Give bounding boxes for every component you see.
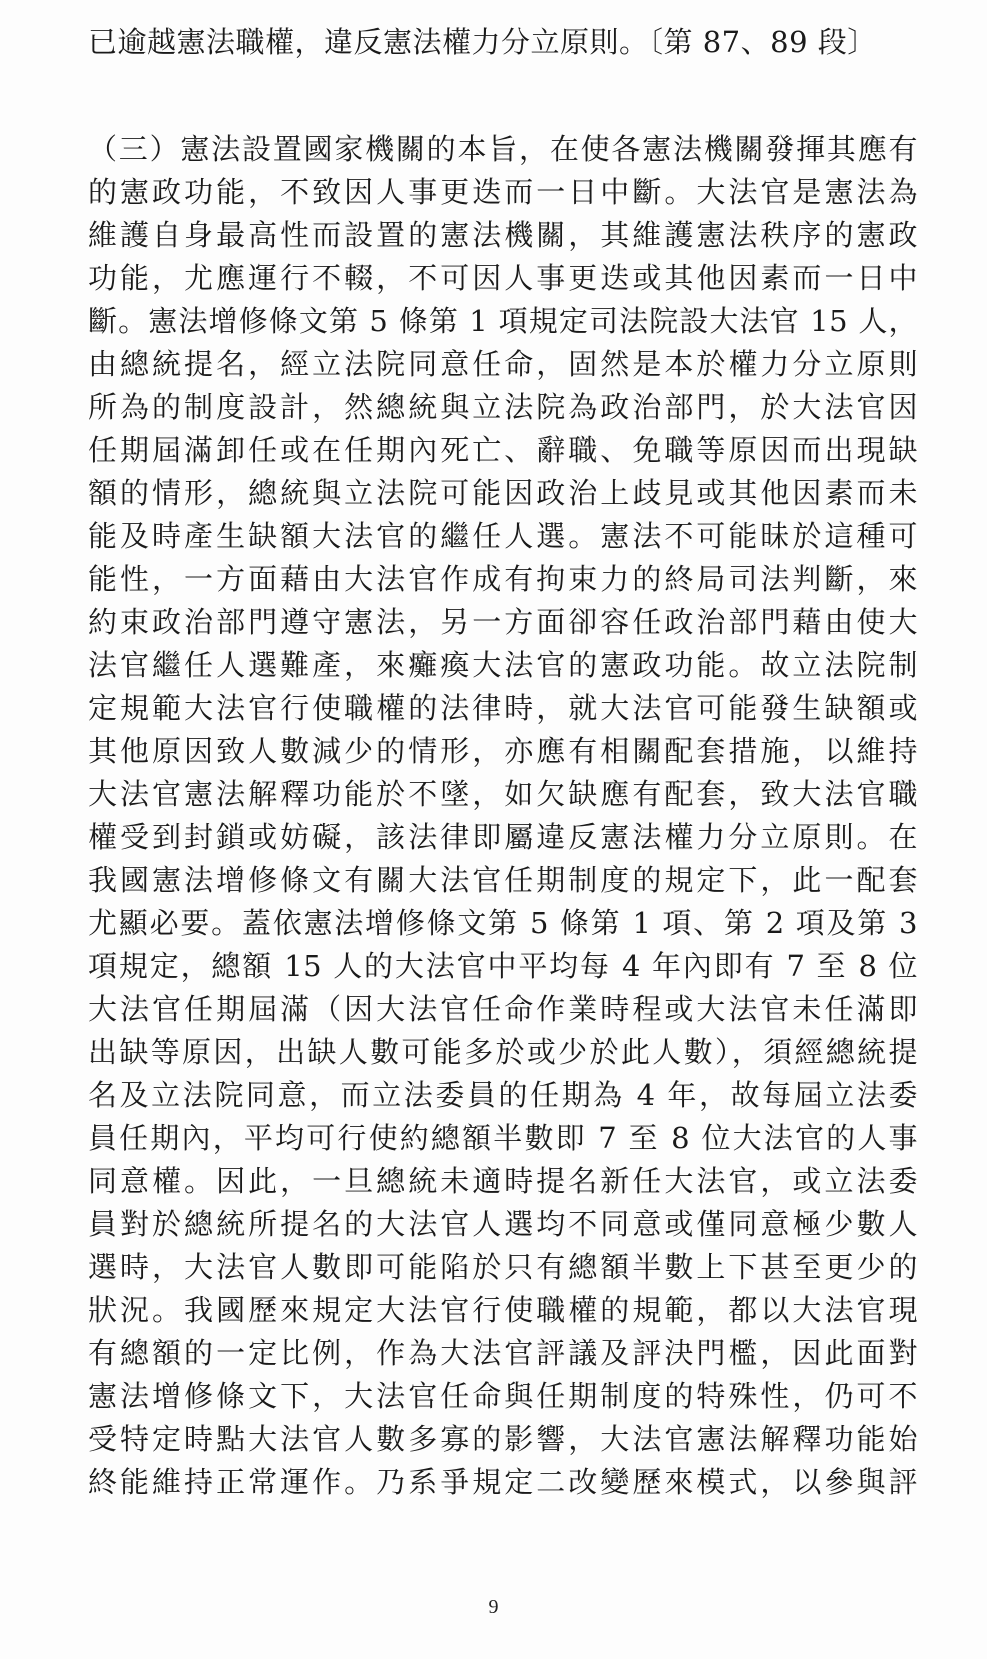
text-line-21: 項規定，總額 15 人的大法官中平均每 4 年內即有 7 至 8 位 bbox=[88, 949, 918, 983]
text-line-9: 任期屆滿卸任或在任期內死亡、辭職、免職等原因而出現缺 bbox=[88, 433, 918, 467]
text-line-25: 員任期內，平均可行使約總額半數即 7 至 8 位大法官的人事 bbox=[88, 1121, 918, 1155]
text-line-8: 所為的制度設計，然總統與立法院為政治部門，於大法官因 bbox=[88, 390, 918, 424]
page-number: 9 bbox=[488, 1596, 499, 1618]
text-line-27: 員對於總統所提名的大法官人選均不同意或僅同意極少數人 bbox=[88, 1207, 918, 1241]
text-line-28: 選時，大法官人數即可能陷於只有總額半數上下甚至更少的 bbox=[88, 1250, 918, 1284]
text-line-13: 約束政治部門遵守憲法，另一方面卻容任政治部門藉由使大 bbox=[88, 605, 918, 639]
text-line-4: 維護自身最高性而設置的憲法機關，其維護憲法秩序的憲政 bbox=[88, 218, 918, 252]
text-line-31: 憲法增修條文下，大法官任命與任期制度的特殊性，仍可不 bbox=[88, 1379, 918, 1413]
text-line-33: 終能維持正常運作。乃系爭規定二改變歷來模式，以參與評 bbox=[88, 1465, 918, 1499]
text-line-11: 能及時產生缺額大法官的繼任人選。憲法不可能昧於這種可 bbox=[88, 519, 918, 553]
text-line-7: 由總統提名，經立法院同意任命，固然是本於權力分立原則 bbox=[88, 347, 918, 381]
text-line-1: 已逾越憲法職權，違反憲法權力分立原則。〔第 87、89 段〕 bbox=[88, 25, 877, 59]
text-line-22: 大法官任期屆滿（因大法官任命作業時程或大法官未任滿即 bbox=[88, 992, 918, 1026]
text-line-6: 斷。憲法增修條文第 5 條第 1 項規定司法院設大法官 15 人， bbox=[88, 304, 918, 338]
text-line-30: 有總額的一定比例，作為大法官評議及評決門檻，因此面對 bbox=[88, 1336, 918, 1370]
text-line-16: 其他原因致人數減少的情形，亦應有相關配套措施，以維持 bbox=[88, 734, 918, 768]
text-line-23: 出缺等原因，出缺人數可能多於或少於此人數），須經總統提 bbox=[88, 1035, 918, 1069]
text-line-2: （三）憲法設置國家機關的本旨，在使各憲法機關發揮其應有 bbox=[88, 132, 918, 166]
text-line-29: 狀況。我國歷來規定大法官行使職權的規範，都以大法官現 bbox=[88, 1293, 918, 1327]
text-line-19: 我國憲法增修條文有關大法官任期制度的規定下，此一配套 bbox=[88, 863, 918, 897]
text-line-24: 名及立法院同意，而立法委員的任期為 4 年，故每屆立法委 bbox=[88, 1078, 918, 1112]
text-line-26: 同意權。因此，一旦總統未適時提名新任大法官，或立法委 bbox=[88, 1164, 918, 1198]
text-line-5: 功能，尤應運行不輟，不可因人事更迭或其他因素而一日中 bbox=[88, 261, 918, 295]
text-line-15: 定規範大法官行使職權的法律時，就大法官可能發生缺額或 bbox=[88, 691, 918, 725]
text-line-32: 受特定時點大法官人數多寡的影響，大法官憲法解釋功能始 bbox=[88, 1422, 918, 1456]
text-line-10: 額的情形，總統與立法院可能因政治上歧見或其他因素而未 bbox=[88, 476, 918, 510]
text-line-3: 的憲政功能，不致因人事更迭而一日中斷。大法官是憲法為 bbox=[88, 175, 918, 209]
text-line-14: 法官繼任人選難產，來癱瘓大法官的憲政功能。故立法院制 bbox=[88, 648, 918, 682]
text-line-12: 能性，一方面藉由大法官作成有拘束力的終局司法判斷，來 bbox=[88, 562, 918, 596]
text-line-20: 尤顯必要。蓋依憲法增修條文第 5 條第 1 項、第 2 項及第 3 bbox=[88, 906, 918, 940]
text-line-18: 權受到封鎖或妨礙，該法律即屬違反憲法權力分立原則。在 bbox=[88, 820, 918, 854]
text-line-17: 大法官憲法解釋功能於不墜，如欠缺應有配套，致大法官職 bbox=[88, 777, 918, 811]
